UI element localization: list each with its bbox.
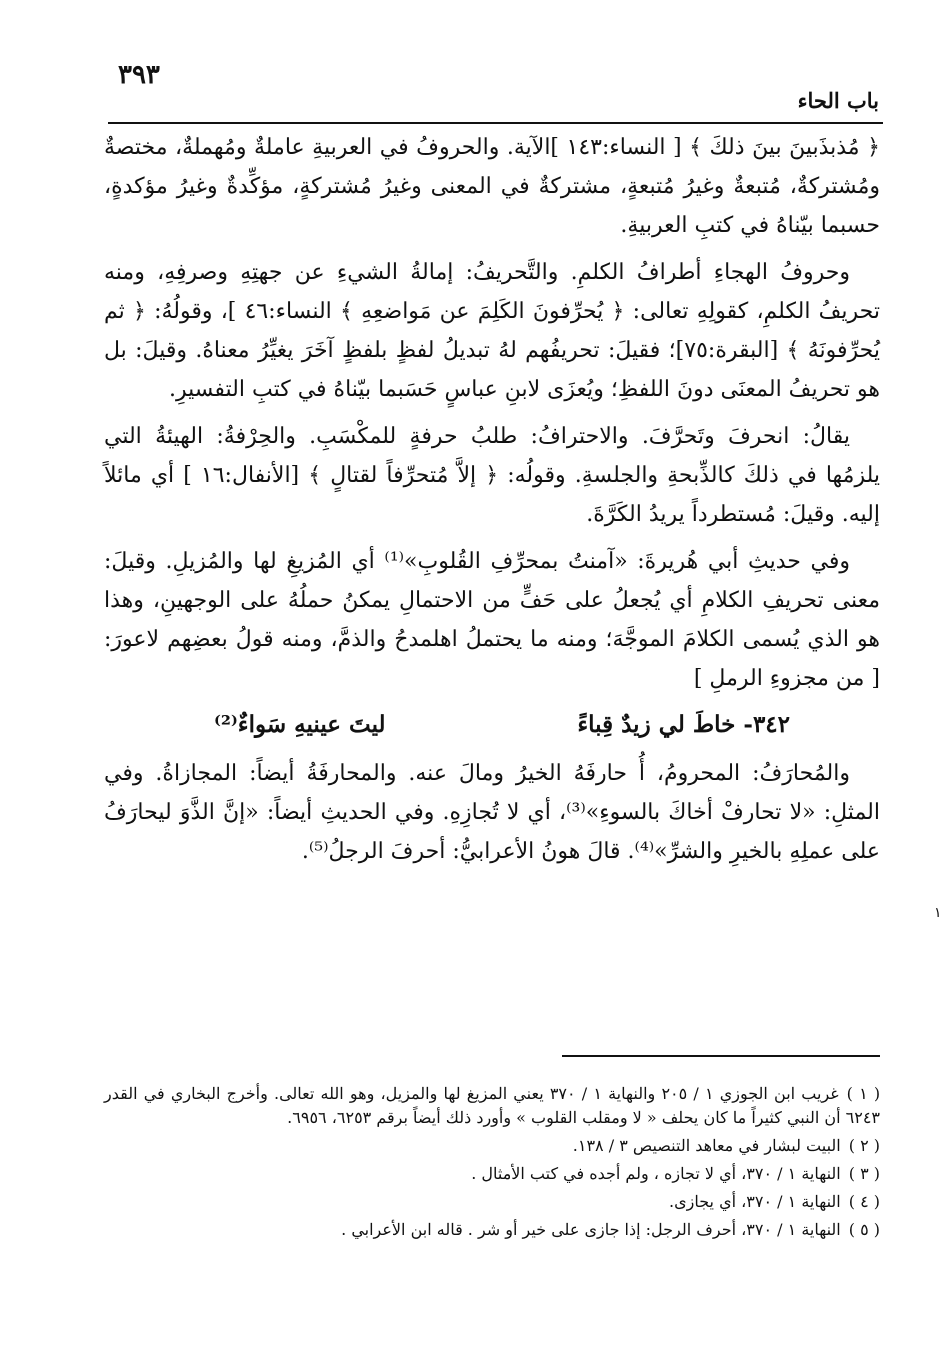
poetry-verse: [214, 706, 790, 744]
footnote: [104, 1162, 880, 1186]
footnote-number: ( ٥ ): [848, 1220, 880, 1239]
main-text: [104, 128, 880, 879]
paragraph: يقالُ: انحرفَ وتَحرَّفَ. والاحترافُ: طلبُ حرفةٍ للمكْسَبِ. والحِرْفةُ: الهيئةُ التي يلزمُها في ذلكَ كالذِّبحةِ والجلسةِ. وقولُه: ﴿ إلاَّ مُتحرِّفاً لقتالٍ ﴾ [الأنفال:١٦ ] أي مائلاً إليه. وقيلَ: مُستطرداً يريدُ الكَرَّةَ.: [104, 424, 880, 527]
page-number: ٣٩٣: [118, 60, 160, 90]
footnote-text: البيت لبشار في معاهد التنصيص ٣ / ١٣٨.: [572, 1136, 841, 1155]
footnote-text: النهاية ١ / ٣٧٠، أحرف الرجل: إذا جازى على خير أو شر . قاله ابن الأعرابي .: [341, 1220, 841, 1239]
footnote-text: النهاية ١ / ٣٧٠، أي يجازى.: [669, 1192, 841, 1211]
footnote: [104, 1082, 880, 1130]
footnote-number: ( ٤ ): [848, 1192, 880, 1211]
footnote: [104, 1218, 880, 1242]
paragraph: ﴿ مُذبذَبينَ بينَ ذلكَ ﴾ [ النساء:١٤٣ ]الآية. والحروفُ في العربيةِ عاملةٌ ومُهملةٌ، مختصةٌ ومُشتركةٌ، مُتبعةٌ وغيرُ مُتبعةٍ، مشتركةٌ في المعنى وغيرُ مُشتركةٍ، مؤكِّدةٌ وغيرُ مؤكدةٍ، حسبما بيّناهُ في كتبِ العربيةِ.: [104, 135, 880, 238]
paragraph: وفي حديثِ أبي هُريرةَ: «آمنتُ بمحرِّفِ القُلوبِ»⁽¹⁾ أي المُزيغِ لها والمُزيلِ. وقيلَ: معنى تحريفِ الكلامِ أي يُجعلُ على حَفٍّ من الاحتمالِ يمكنُ حملُهُ على الوجهينِ، وهذا هو الذي يُسمى الكلامَ الموجَّهَ؛ ومنه ما يحتملُ اهلمدحُ والذمَّ، ومنه قولُ بعضِهم لاعورَ: [ من مجزوءِ الرملِ ]: [104, 549, 880, 691]
verse-first-hemistich: ٣٤٢- خاطَ لي زيدٌ قِباءً: [577, 711, 790, 738]
footnote-rule: [562, 1055, 880, 1057]
footnote-text: غريب ابن الجوزي ١ / ٢٠٥ والنهاية ١ / ٣٧٠ يعني المزيغ لها والمزيل، وهو الله تعالى. وأخرج البخاري في القدر ٦٢٤٣ أن النبي كثيراً ما كان يحلف « لا ومقلب القلوب » وأورد ذلك أيضاً برقم ٦٢٥٣، ٦٩٥٦.: [104, 1084, 880, 1127]
section-title: باب الحاء: [797, 88, 879, 113]
paragraph: وحروفُ الهجاءِ أطرافُ الكلمِ. والتَّحريفُ: إمالةُ الشيءِ عن جهتِهِ وصرفِهِ، ومنه تحريفُ الكلمِ، كقولِهِ تعالى: ﴿ يُحرِّفونَ الكَلِمَ عن مَواضعِهِ ﴾ النساء:٤٦ ]، وقولُهُ: ﴿ ثم يُحرِّفونَهُ ﴾ [البقرة:٧٥]؛ فقيلَ: تحريفُهم لهُ تبديلُ لفظٍ بلفظٍ آخَرَ يغيِّرُ معناهُ. وقيلَ: بل هو تحريفُ المعنَى دونَ اللفظِ؛ ويُعزَى لابنِ عباسٍ حَسَبما بيّناهُ في كتبِ التفسيرِ.: [104, 260, 881, 402]
footnotes: [104, 1082, 880, 1246]
footnote-text: النهاية ١ / ٣٧٠، أي لا تجازه ، ولم أجده في كتب الأمثال .: [471, 1164, 841, 1183]
paragraph: والمُحارَفُ: المحرومُ، أُ حارفَهُ الخيرُ ومالَ عنه. والمحارفَةُ أيضاً: المجازاةُ. وفي المثلِ: «لا تحارفْ أخاكَ بالسوءِ»⁽³⁾، أي لا تُجازِهِ. وفي الحديثِ أيضاً: «إنَّ الذَّوَ ليحارَفُ على عملِهِ بالخيرِ والشرِّ»⁽⁴⁾. قالَ هونُ الأعرابيُّ: أحرفَ الرجلُ⁽⁵⁾.: [104, 761, 880, 864]
footnote-number: ( ١ ): [846, 1084, 881, 1103]
footnote: [104, 1134, 880, 1158]
footnote: [104, 1190, 880, 1214]
margin-mark: ١: [934, 905, 942, 921]
verse-second-hemistich: ليتَ عينيهِ سَواءٌ⁽²⁾: [214, 711, 386, 738]
header-rule: [108, 122, 883, 124]
footnote-number: ( ٢ ): [848, 1136, 880, 1155]
footnote-number: ( ٣ ): [848, 1164, 880, 1183]
